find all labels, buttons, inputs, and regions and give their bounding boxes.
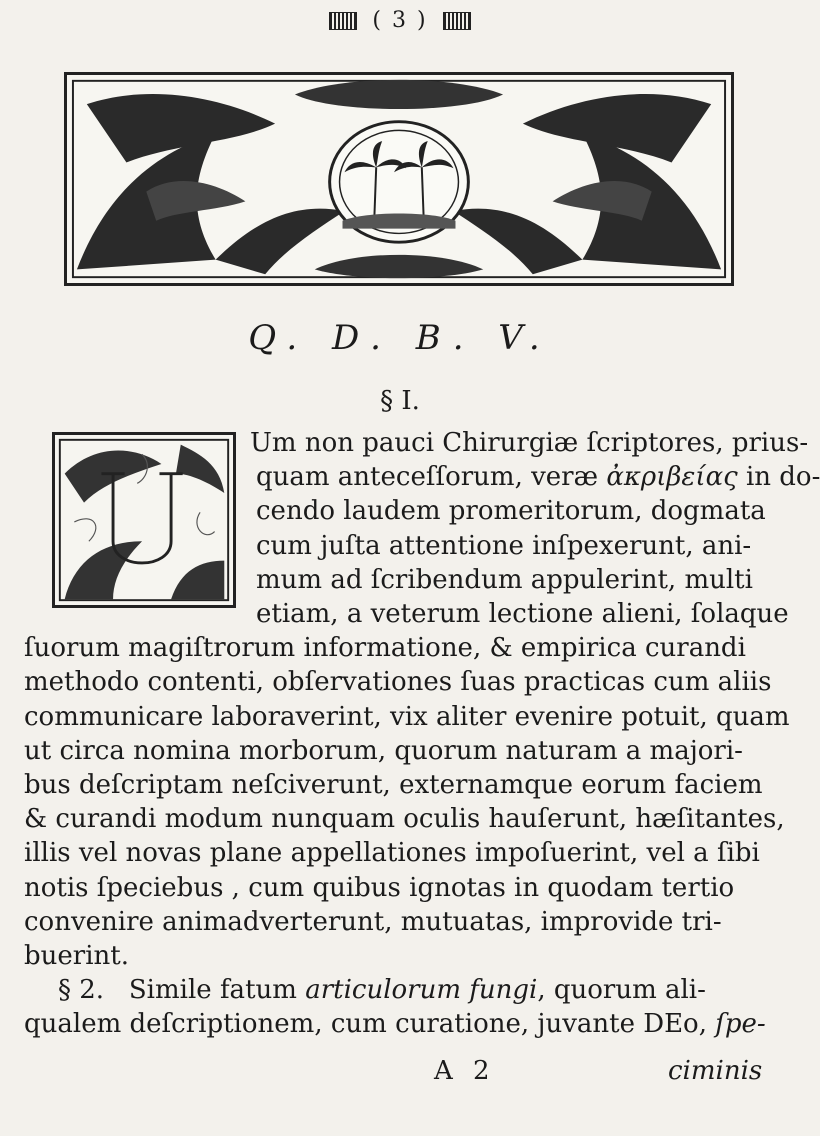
text-segment: , quorum ali- (537, 975, 706, 1006)
running-head (0, 8, 800, 33)
text-line: methodo contenti, obſervationes ſuas practicas cum aliis (24, 667, 772, 698)
text-line: communicare laboraverint, vix aliter evenire potuit, quam (24, 701, 790, 732)
text-line (24, 973, 796, 1007)
italic-term: ſpe- (715, 1009, 766, 1040)
headpiece-ornament (64, 72, 734, 286)
catchword: ciminis (668, 1056, 763, 1086)
text-segment: qualem deſcriptionem, cum curatione, juvante DEo, (24, 1009, 716, 1040)
signature-mark: A 2 (434, 1056, 496, 1086)
text-line: ut circa nomina morborum, quorum naturam a majori- (24, 735, 743, 766)
ornament-left-icon (329, 12, 357, 30)
text-line: cendo laudem promeritorum, dogmata (256, 496, 766, 527)
text-segment: Simile fatum (128, 975, 306, 1006)
body-text (24, 426, 820, 1042)
text-line: mum ad ſcribendum appulerint, multi (256, 564, 753, 595)
text-segment: in do- (737, 462, 820, 493)
text-segment: quam anteceſſorum, veræ (256, 462, 607, 493)
section-1-number: § I. (380, 386, 420, 416)
page-number: ( 3 ) (372, 8, 428, 33)
headpiece-landscape-icon (67, 75, 731, 283)
text-line: illis vel novas plane appellationes impoſuerint, vel a ſibi (24, 838, 760, 869)
text-line: notis ſpeciebus , cum quibus ignotas in quodam tertio (24, 872, 735, 903)
text-line (24, 1007, 796, 1041)
text-line: convenire animadverterunt, mutuatas, improvide tri- (24, 906, 722, 937)
text-line: etiam, a veterum lectione alieni, ſolaque (256, 599, 789, 630)
text-line: Um non pauci Chirurgiæ ſcriptores, prius- (250, 428, 809, 458)
text-line (24, 460, 820, 494)
text-line: cum juſta attentione inſpexerunt, ani- (256, 530, 752, 561)
section-2-number: § 2. (58, 975, 105, 1006)
ornament-right-icon (443, 12, 471, 30)
italic-term: articulorum fungi (305, 975, 538, 1006)
text-line: ſuorum magiſtrorum informatione, & empirica curandi (24, 633, 746, 664)
greek-word: ἀκριβείας (606, 462, 738, 493)
text-line: buerint. (24, 941, 129, 972)
invocation-heading: Q. D. B. V. (248, 318, 552, 358)
text-line: & curandi modum nunquam oculis hauſerunt, hæſitantes, (24, 804, 785, 835)
text-line: bus deſcriptam neſciverunt, externamque eorum faciem (24, 770, 763, 801)
